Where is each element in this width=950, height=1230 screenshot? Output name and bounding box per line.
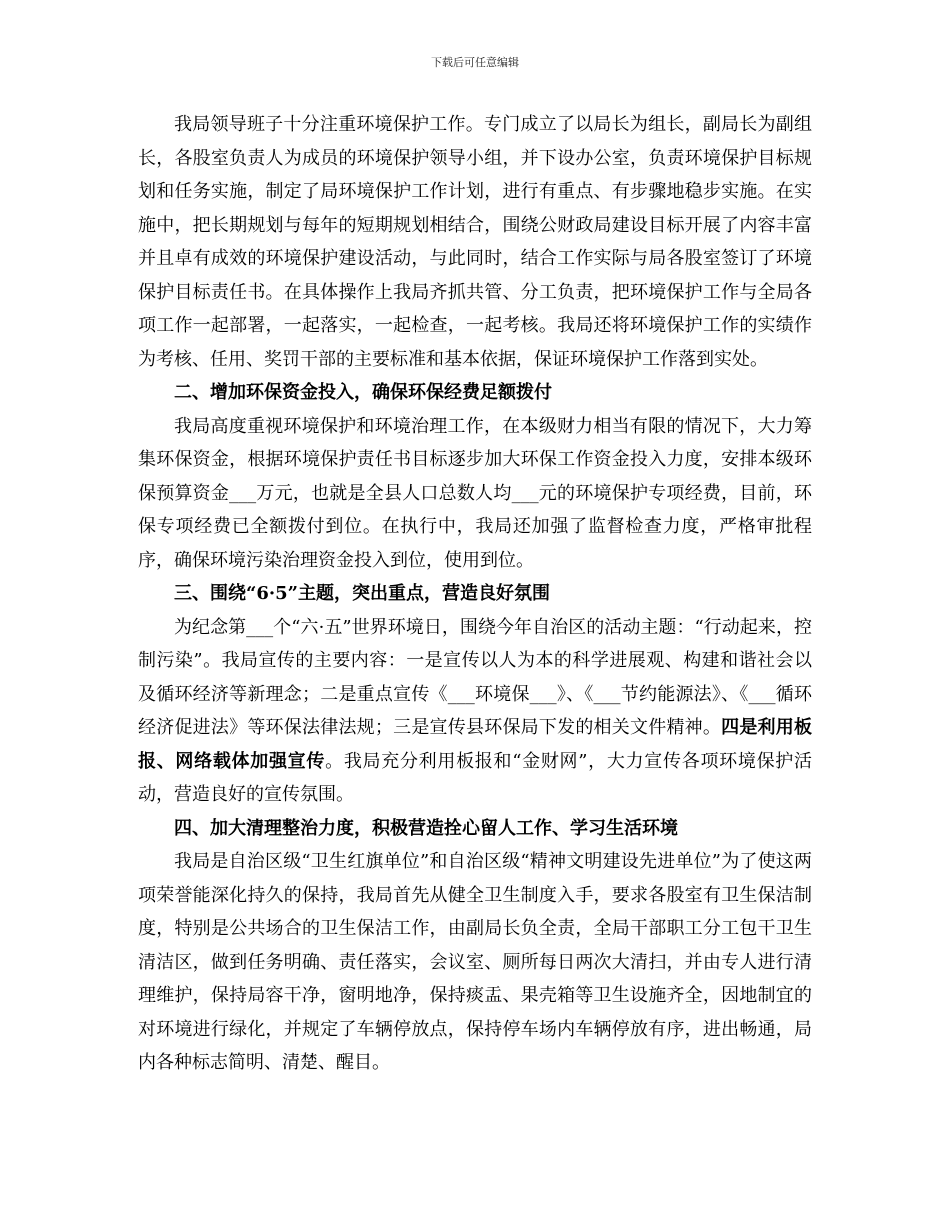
paragraph-sanitation: 我局是自治区级“卫生红旗单位”和自治区级“精神文明建设先进单位”为了使这两项荣誉能深化持久的保持，我局首先从健全卫生制度入手，要求各股室有卫生保洁制度，特别是公共场合的卫生保洁工作，由副局长负全责，全局干部职工分工包干卫生清洁区，做到任务明确、责任落实，会议室、厕所每日两次大清扫，并由专人进行清理维护，保持局容干净，窗明地净，保持痰盂、果壳箱等卫生设施齐全，因地制宜的对环境进行绿化，并规定了车辆停放点，保持停车场内车辆停放有序，进出畅通，局内各种标志简明、清楚、醒目。	[138, 851, 812, 1073]
paragraph-publicity	[138, 611, 812, 812]
section-heading-3: 三、围绕“6·5”主题，突出重点，营造良好氛围	[174, 583, 551, 604]
publicity-text-c: 。我局充分利用板报和“金财网”，大力宣传各项环境保护活动，营造良好的宣传氛围。	[138, 750, 812, 805]
publicity-text-bold: 四是利用板报、网络载体加强宣传	[138, 717, 812, 772]
paragraph-leadership: 我局领导班子十分注重环境保护工作。专门成立了以局长为组长，副局长为副组长，各股室负责人为成员的环境保护领导小组，并下设办公室，负责环境保护目标规划和任务实施，制定了局环境保护工作计划，进行有重点、有步骤地稳步实施。在实施中，把长期规划与每年的短期规划相结合，围绕公财政局建设目标开展了内容丰富并且卓有成效的环境保护建设活动，与此同时，结合工作实际与局各股室签订了环境保护目标责任书。在具体操作上我局齐抓共管、分工负责，把环境保护工作与全局各项工作一起部署，一起落实，一起检查，一起考核。我局还将环境保护工作的实绩作为考核、任用、奖罚干部的主要标准和基本依据，保证环境保护工作落到实处。	[138, 114, 812, 370]
section-heading-2: 二、增加环保资金投入，确保环保经费足额拨付	[174, 382, 552, 403]
publicity-text-a: 为纪念第___个“六·五”世界环境日，围绕今年自治区的活动主题：“行动起来，控制污染”。我局宣传的主要内容：一是宣传以人为本的科学进展观、构建和谐社会以及循环经济等新理念；二是重点宣传《___环境保___》、《___节约能源法》、《___循环经济促进法》等环保法律法规；三是宣传县环保局下发的相关文件精神。	[138, 616, 812, 738]
page-header: 下载后可任意编辑	[431, 56, 519, 69]
paragraph-funding: 我局高度重视环境保护和环境治理工作，在本级财力相当有限的情况下，大力筹集环保资金，根据环境保护责任书目标逐步加大环保工作资金投入力度，安排本级环保预算资金___万元，也就是全县人口总数人均___元的环境保护专项经费，目前，环保专项经费已全额拨付到位。在执行中，我局还加强了监督检查力度，严格审批程序，确保环境污染治理资金投入到位，使用到位。	[138, 415, 812, 571]
document-body	[138, 108, 812, 1080]
section-heading-4: 四、加大清理整治力度，积极营造拴心留人工作、学习生活环境	[174, 817, 678, 839]
